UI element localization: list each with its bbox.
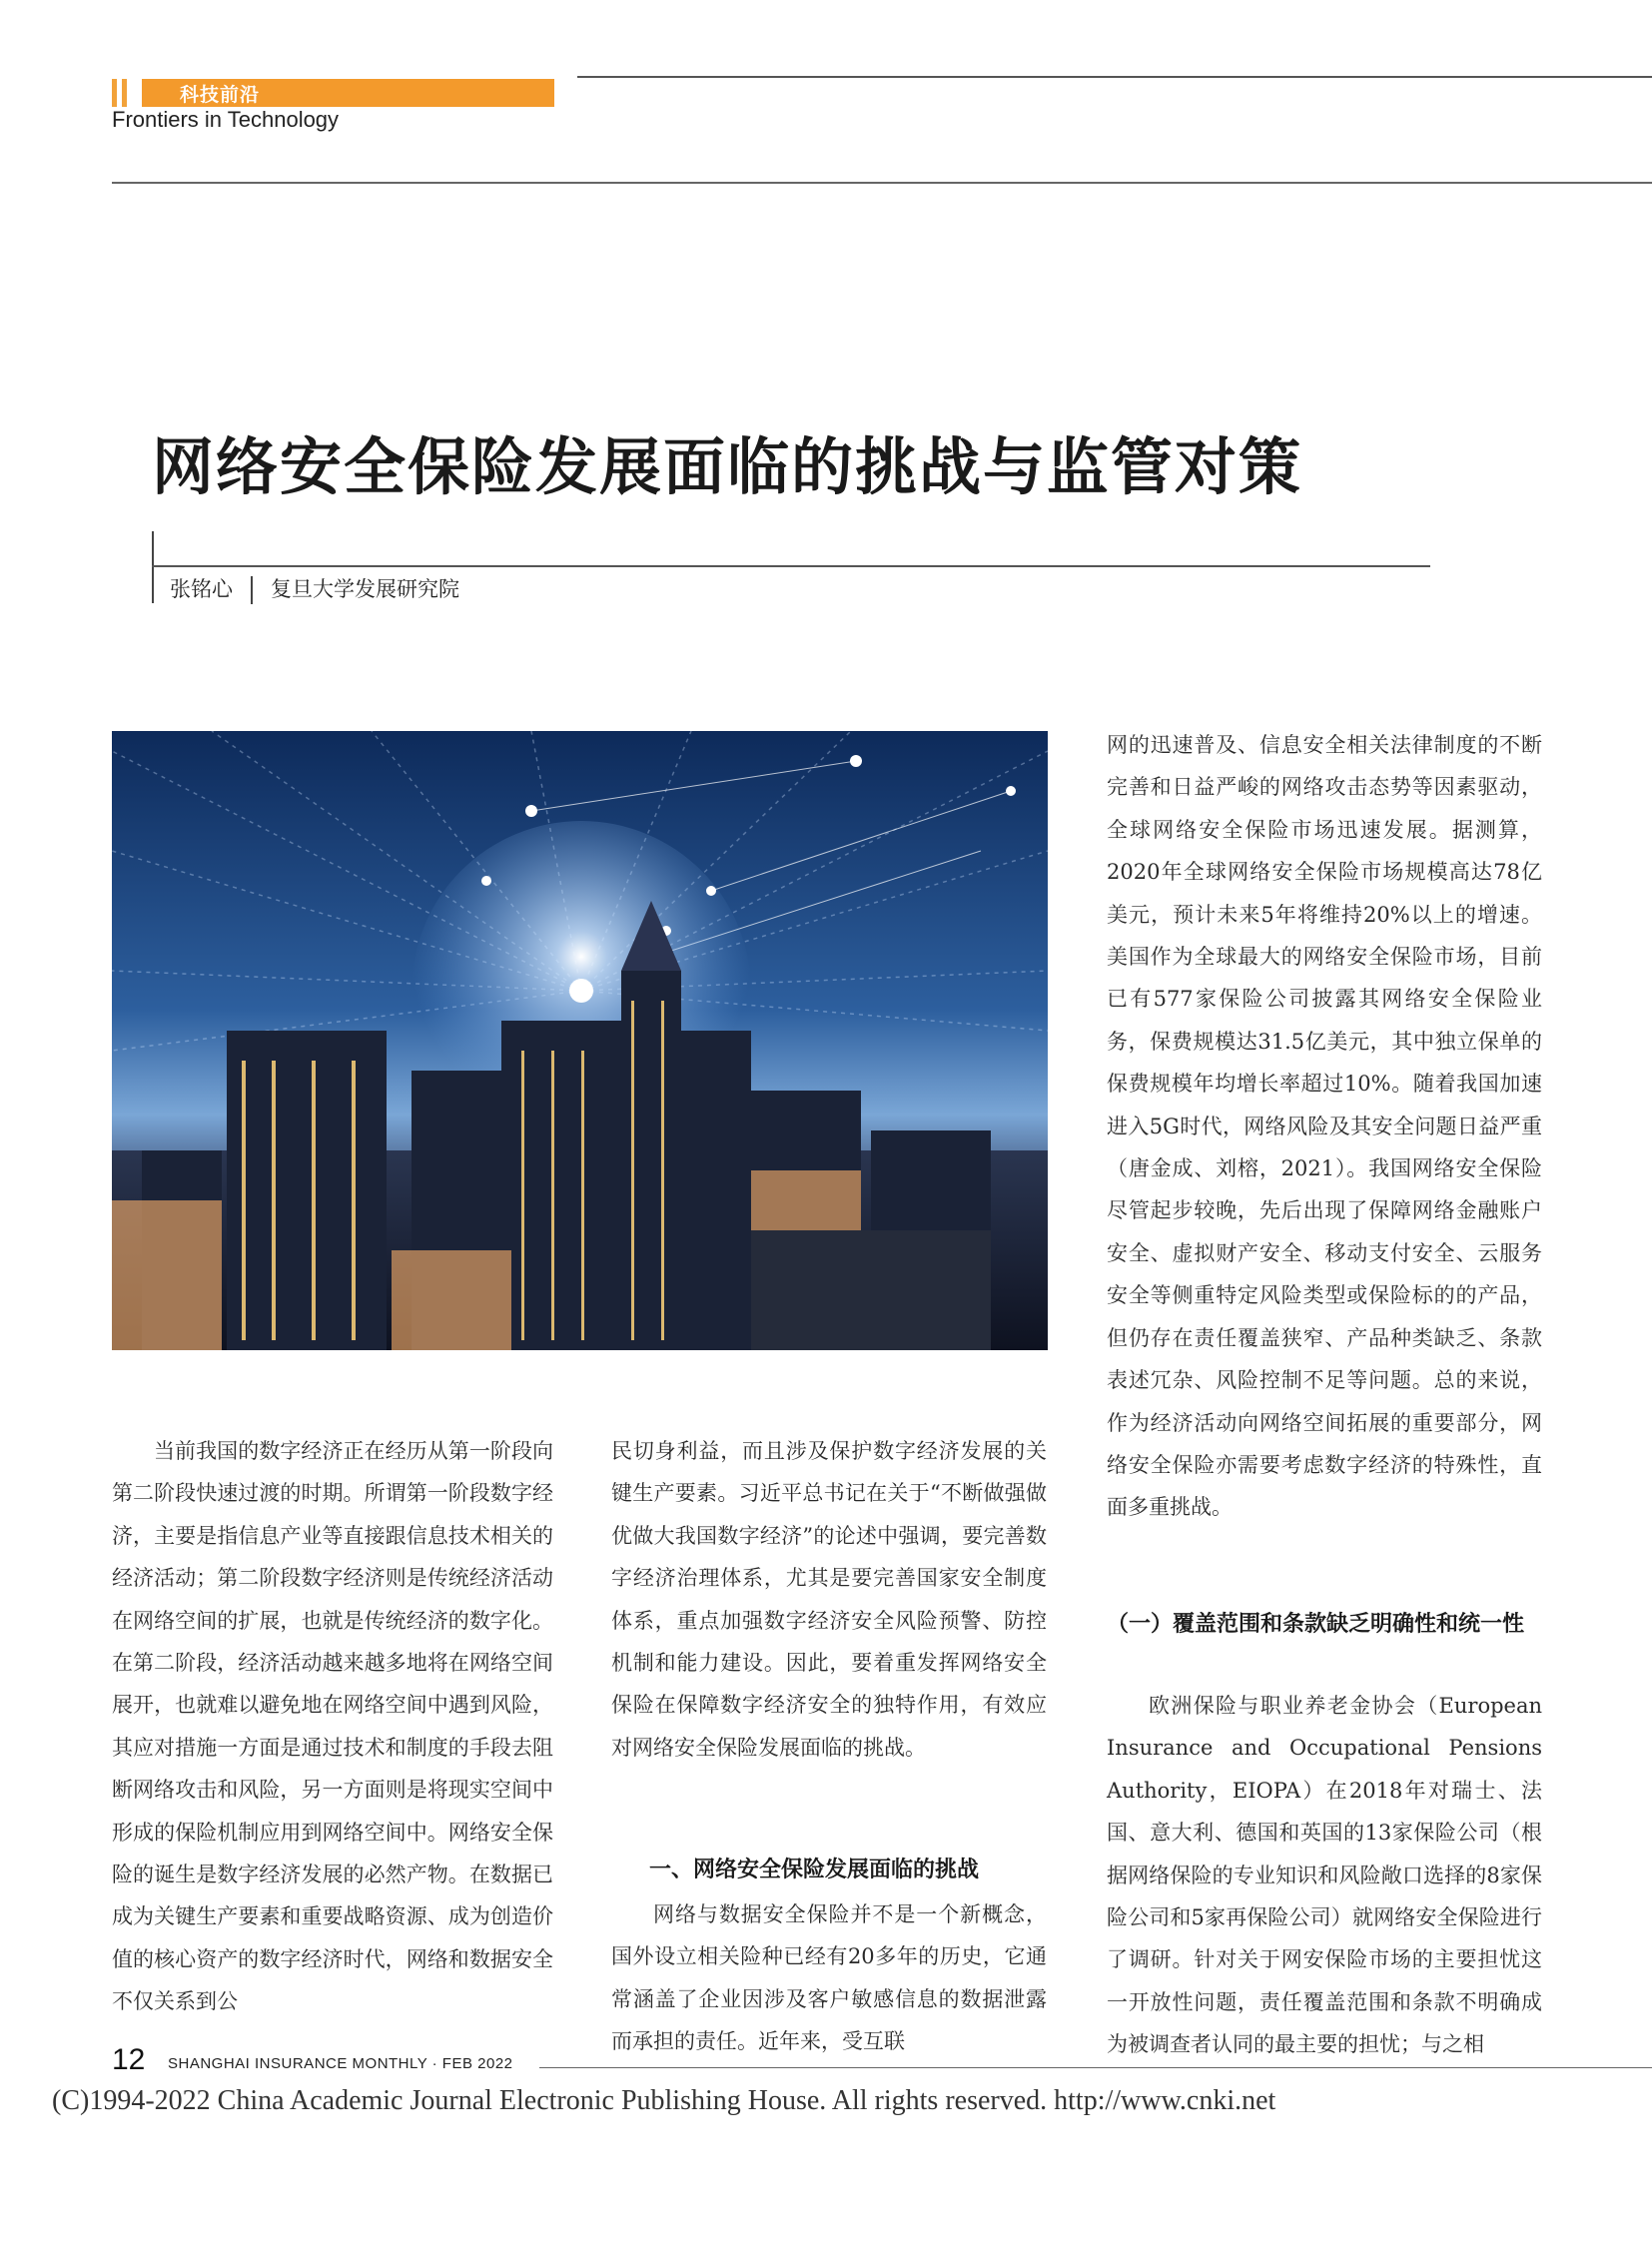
journal-name: SHANGHAI INSURANCE MONTHLY · FEB 2022 <box>168 2055 513 2072</box>
byline <box>170 573 459 604</box>
header-divider <box>112 182 1652 184</box>
paragraph: 网的迅速普及、信息安全相关法律制度的不断完善和日益严峻的网络攻击态势等因素驱动，全球网络安全保险市场迅速发展。据测算，2020年全球网络安全保险市场规模高达78亿美元，预计未来5年将维持20%以上的增速。美国作为全球最大的网络安全保险市场，目前已有577家保险公司披露其网络安全保险业务，保费规模达31.5亿美元，其中独立保单的保费规模年均增长率超过10%。随着我国加速进入5G时代，网络风险及其安全问题日益严重（唐金成、刘榕，2021）。我国网络安全保险尽管起步较晚，先后出现了保障网络金融账户安全、虚拟财产安全、移动支付安全、云服务安全等侧重特定风险类型或保险标的的产品，但仍存在责任覆盖狭窄、产品种类缺乏、条款表述冗杂、风险控制不足等问题。总的来说，作为经济活动向网络空间拓展的重要部分，网络安全保险亦需要考虑数字经济的特殊性，直面多重挑战。 <box>1107 733 1542 1520</box>
body-column-2 <box>611 1430 1047 1769</box>
section-label-cn: 科技前沿 <box>180 84 261 106</box>
body-column-3 <box>1107 724 1542 1529</box>
paragraph: 当前我国的数字经济正在经历从第一阶段向第二阶段快速过渡的时期。所谓第一阶段数字经济，主要是指信息产业等直接跟信息技术相关的经济活动；第二阶段数字经济则是传统经济活动在网络空间的扩展，也就是传统经济的数字化。在第二阶段，经济活动越来越多地将在网络空间展开，也就难以避免地在网络空间中遇到风险，其应对措施一方面是通过技术和制度的手段去阻断网络攻击和风险，另一方面则是将现实空间中形成的保险机制应用到网络空间中。网络安全保险的诞生是数字经济发展的必然产物。在数据已成为关键生产要素和重要战略资源、成为创造价值的核心资产的数字经济时代，网络和数据安全不仅关系到公 <box>112 1439 553 2014</box>
byline-rule-vertical <box>152 531 154 603</box>
body-column-2-continued <box>611 1893 1047 2063</box>
copyright-notice: (C)1994-2022 China Academic Journal Electronic Publishing House. All rights reserved. http://www.cnki.net <box>52 2085 1276 2116</box>
body-column-3-continued <box>1107 1685 1542 2066</box>
byline-rule-horizontal <box>152 565 1430 567</box>
footer-rule <box>539 2067 1652 2068</box>
section-heading-1: 一、网络安全保险发展面临的挑战 <box>649 1858 980 1882</box>
paragraph: 民切身利益，而且涉及保护数字经济发展的关键生产要素。习近平总书记在关于“不断做强做优做大我国数字经济”的论述中强调，要完善数字经济治理体系，尤其是要完善国家安全制度体系，重点加强数字经济安全风险预警、防控机制和能力建设。因此，要着重发挥网络安全保险在保障数字经济安全的独特作用，有效应对网络安全保险发展面临的挑战。 <box>611 1439 1047 1760</box>
page-number: 12 <box>112 2043 146 2076</box>
article-title: 网络安全保险发展面临的挑战与监管对策 <box>152 430 1303 503</box>
city-data-image <box>112 731 1048 1350</box>
section-tag <box>112 79 554 107</box>
body-column-1 <box>112 1430 553 2023</box>
paragraph: 网络与数据安全保险并不是一个新概念，国外设立相关险种已经有20多年的历史，它通常涵盖了企业因涉及客户敏感信息的数据泄露而承担的责任。近年来，受互联 <box>611 1902 1047 2054</box>
subsection-heading-1: （一）覆盖范围和条款缺乏明确性和统一性 <box>1107 1612 1525 1637</box>
header-rule <box>577 76 1652 78</box>
tag-stripe <box>112 79 117 107</box>
author-affiliation: 复旦大学发展研究院 <box>271 577 459 601</box>
author-name: 张铭心 <box>170 577 233 601</box>
section-label-en: Frontiers in Technology <box>112 107 340 132</box>
paragraph: 欧洲保险与职业养老金协会（European Insurance and Occupational Pensions Authority，EIOPA）在2018年对瑞士、法国、意大利、德国和英国的13家保险公司（根据网络保险的专业知识和风险敞口选择的8家保险公司和5家再保险公司）就网络安全保险进行了调研。针对关于网安保险市场的主要担忧这一开放性问题，责任覆盖范围和条款不明确成为被调查者认同的最主要的担忧；与之相 <box>1107 1694 1542 2057</box>
hero-image <box>112 731 1048 1350</box>
byline-separator <box>251 576 253 604</box>
tag-stripe <box>122 79 127 107</box>
